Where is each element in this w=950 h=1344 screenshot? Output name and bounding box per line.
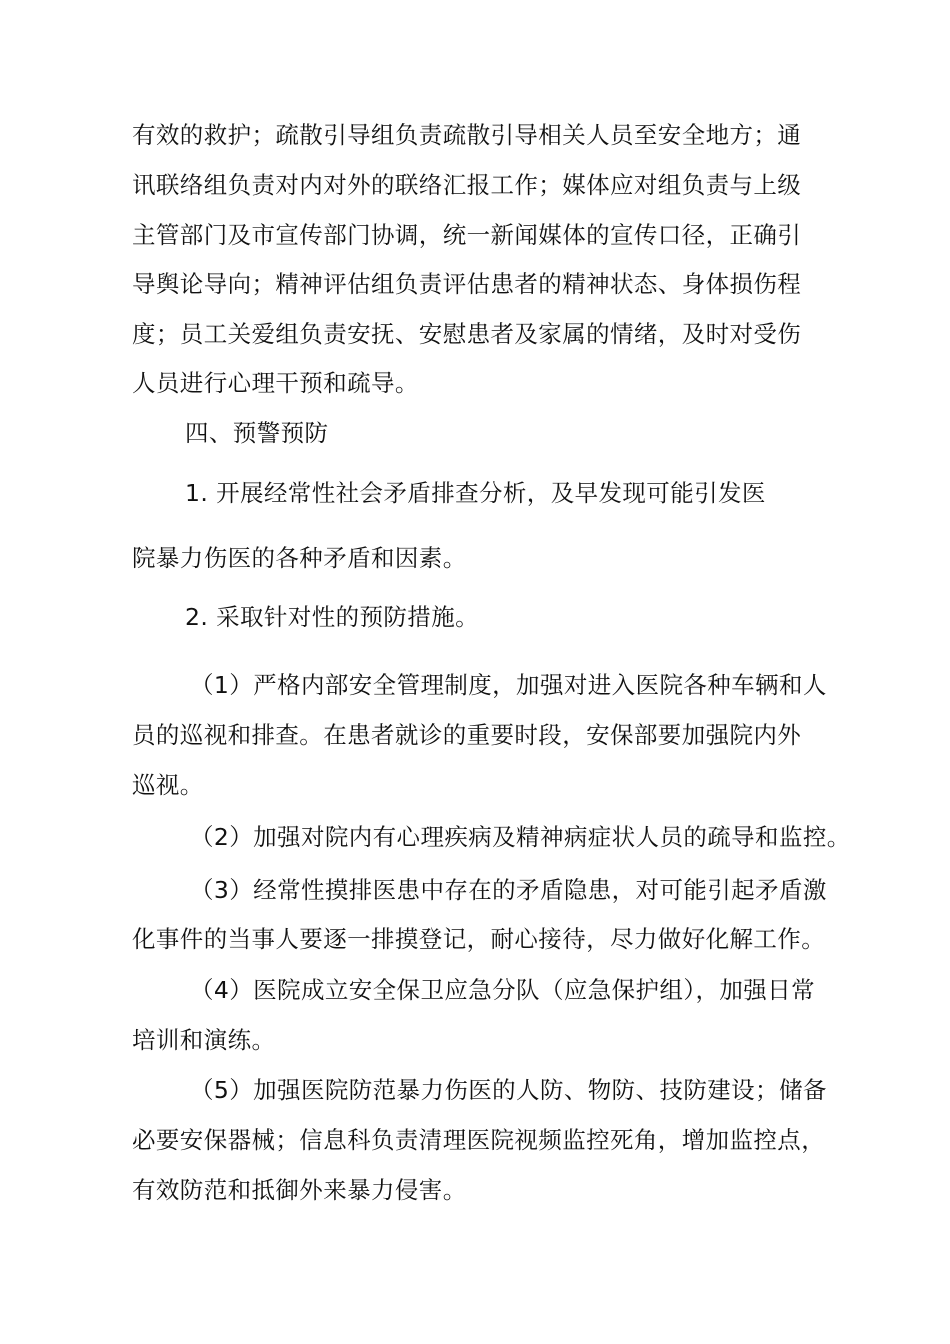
text-line: 员的巡视和排查。在患者就诊的重要时段，安保部要加强院内外 xyxy=(132,721,802,749)
text-line: 巡视。 xyxy=(132,771,204,799)
text-line: 有效防范和抵御外来暴力侵害。 xyxy=(132,1176,467,1204)
text-line: （4）医院成立安全保卫应急分队（应急保护组），加强日常 xyxy=(190,976,816,1004)
text-line: （3）经常性摸排医患中存在的矛盾隐患，对可能引起矛盾激 xyxy=(190,876,827,904)
text-line: 有效的救护；疏散引导组负责疏散引导相关人员至安全地方；通 xyxy=(132,121,802,149)
text-line: 培训和演练。 xyxy=(132,1026,276,1054)
text-line: 人员进行心理干预和疏导。 xyxy=(132,369,419,397)
text-line: （1）严格内部安全管理制度，加强对进入医院各种车辆和人 xyxy=(190,671,827,699)
text-line: 主管部门及市宣传部门协调，统一新闻媒体的宣传口径，正确引 xyxy=(132,221,802,249)
text-line: 必要安保器械；信息科负责清理医院视频监控死角，增加监控点， xyxy=(132,1126,826,1154)
list-item-2: 2. 采取针对性的预防措施。 xyxy=(185,603,479,631)
text-line: 讯联络组负责对内对外的联络汇报工作；媒体应对组负责与上级 xyxy=(132,171,802,199)
text-line: （5）加强医院防范暴力伤医的人防、物防、技防建设；储备 xyxy=(190,1076,827,1104)
text-line: 度；员工关爱组负责安抚、安慰患者及家属的情绪，及时对受伤 xyxy=(132,320,802,348)
measure-2: （2）加强对院内有心理疾病及精神病症状人员的疏导和监控。 xyxy=(190,823,851,851)
list-item-1: 1. 开展经常性社会矛盾排查分析，及早发现可能引发医 xyxy=(185,479,766,507)
text-line: 化事件的当事人要逐一排摸登记，耐心接待，尽力做好化解工作。 xyxy=(132,925,826,953)
text-line: 导舆论导向；精神评估组负责评估患者的精神状态、身体损伤程 xyxy=(132,270,802,298)
list-item-1-continued: 院暴力伤医的各种矛盾和因素。 xyxy=(132,544,467,572)
section-heading: 四、预警预防 xyxy=(185,419,329,447)
